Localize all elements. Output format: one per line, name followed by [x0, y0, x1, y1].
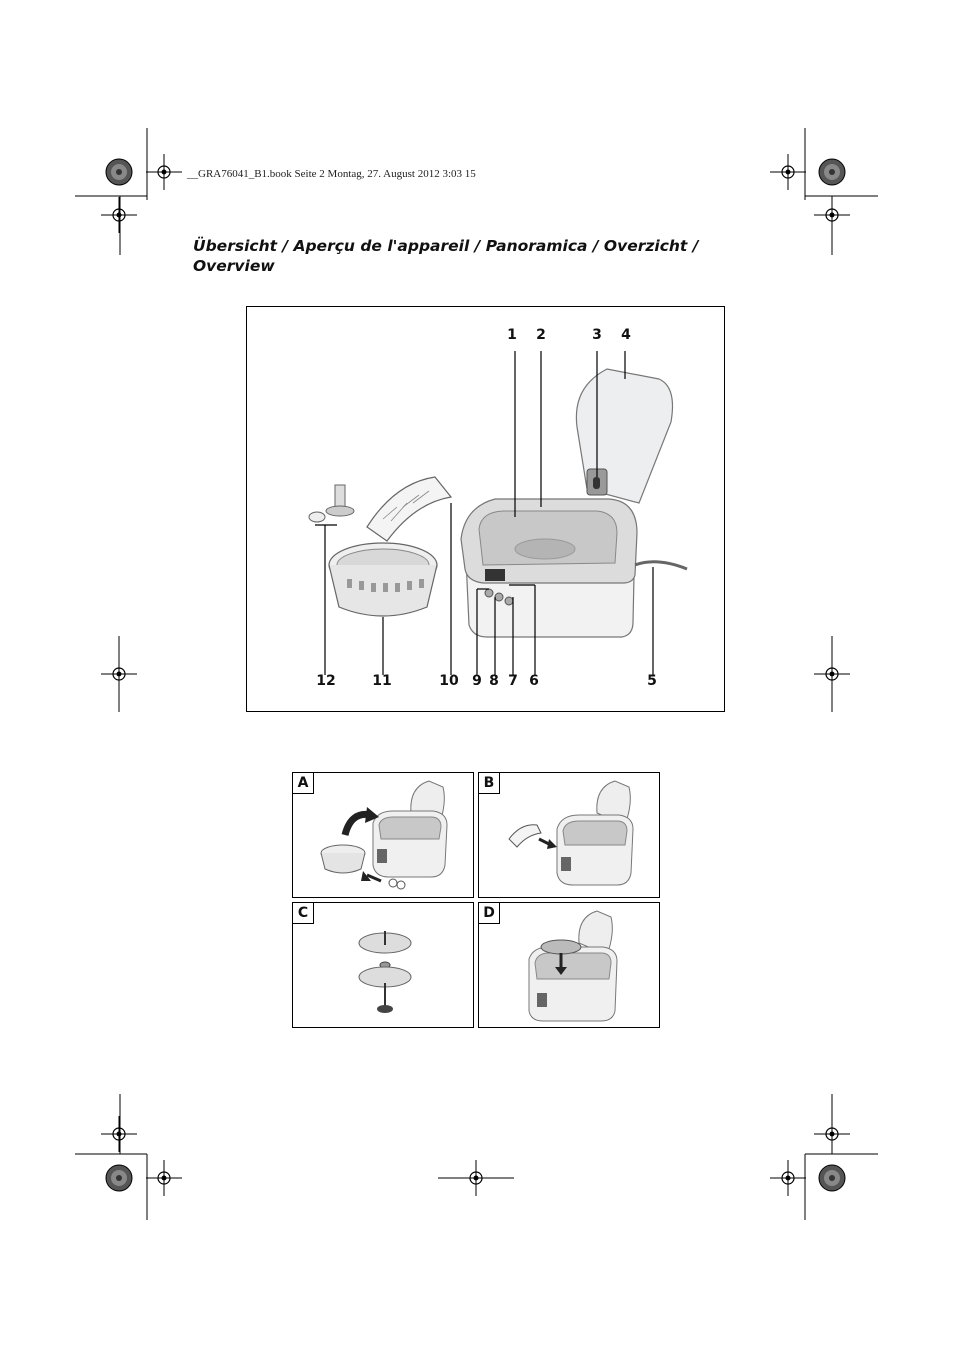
panel-c-illustration [293, 903, 473, 1027]
label-6: 6 [529, 673, 539, 689]
file-header: __GRA76041_B1.book Seite 2 Montag, 27. August 2012 3:03 15 [187, 168, 476, 180]
panel-d [478, 902, 660, 1028]
label-9: 9 [472, 673, 482, 689]
panel-c-letter: C [293, 903, 314, 924]
overview-figure [246, 306, 725, 712]
label-12: 12 [316, 673, 336, 689]
label-1: 1 [507, 327, 517, 343]
panel-d-illustration [479, 903, 659, 1027]
page-title [193, 236, 753, 276]
overview-illustration [247, 307, 726, 713]
label-3: 3 [592, 327, 602, 343]
panel-a-letter: A [293, 773, 314, 794]
label-8: 8 [489, 673, 499, 689]
label-11: 11 [372, 673, 392, 689]
panel-b-illustration [479, 773, 659, 897]
label-2: 2 [536, 327, 546, 343]
label-4: 4 [621, 327, 631, 343]
panel-b [478, 772, 660, 898]
page-title-line-1: Übersicht / Aperçu de l'appareil / Panoramica / Overzicht / [193, 237, 699, 255]
panel-b-letter: B [479, 773, 500, 794]
panel-c [292, 902, 474, 1028]
page-title-line-2: Overview [193, 257, 275, 275]
panel-d-letter: D [479, 903, 500, 924]
label-7: 7 [508, 673, 518, 689]
panel-a-illustration [293, 773, 473, 897]
label-5: 5 [647, 673, 657, 689]
label-10: 10 [439, 673, 459, 689]
panel-a [292, 772, 474, 898]
